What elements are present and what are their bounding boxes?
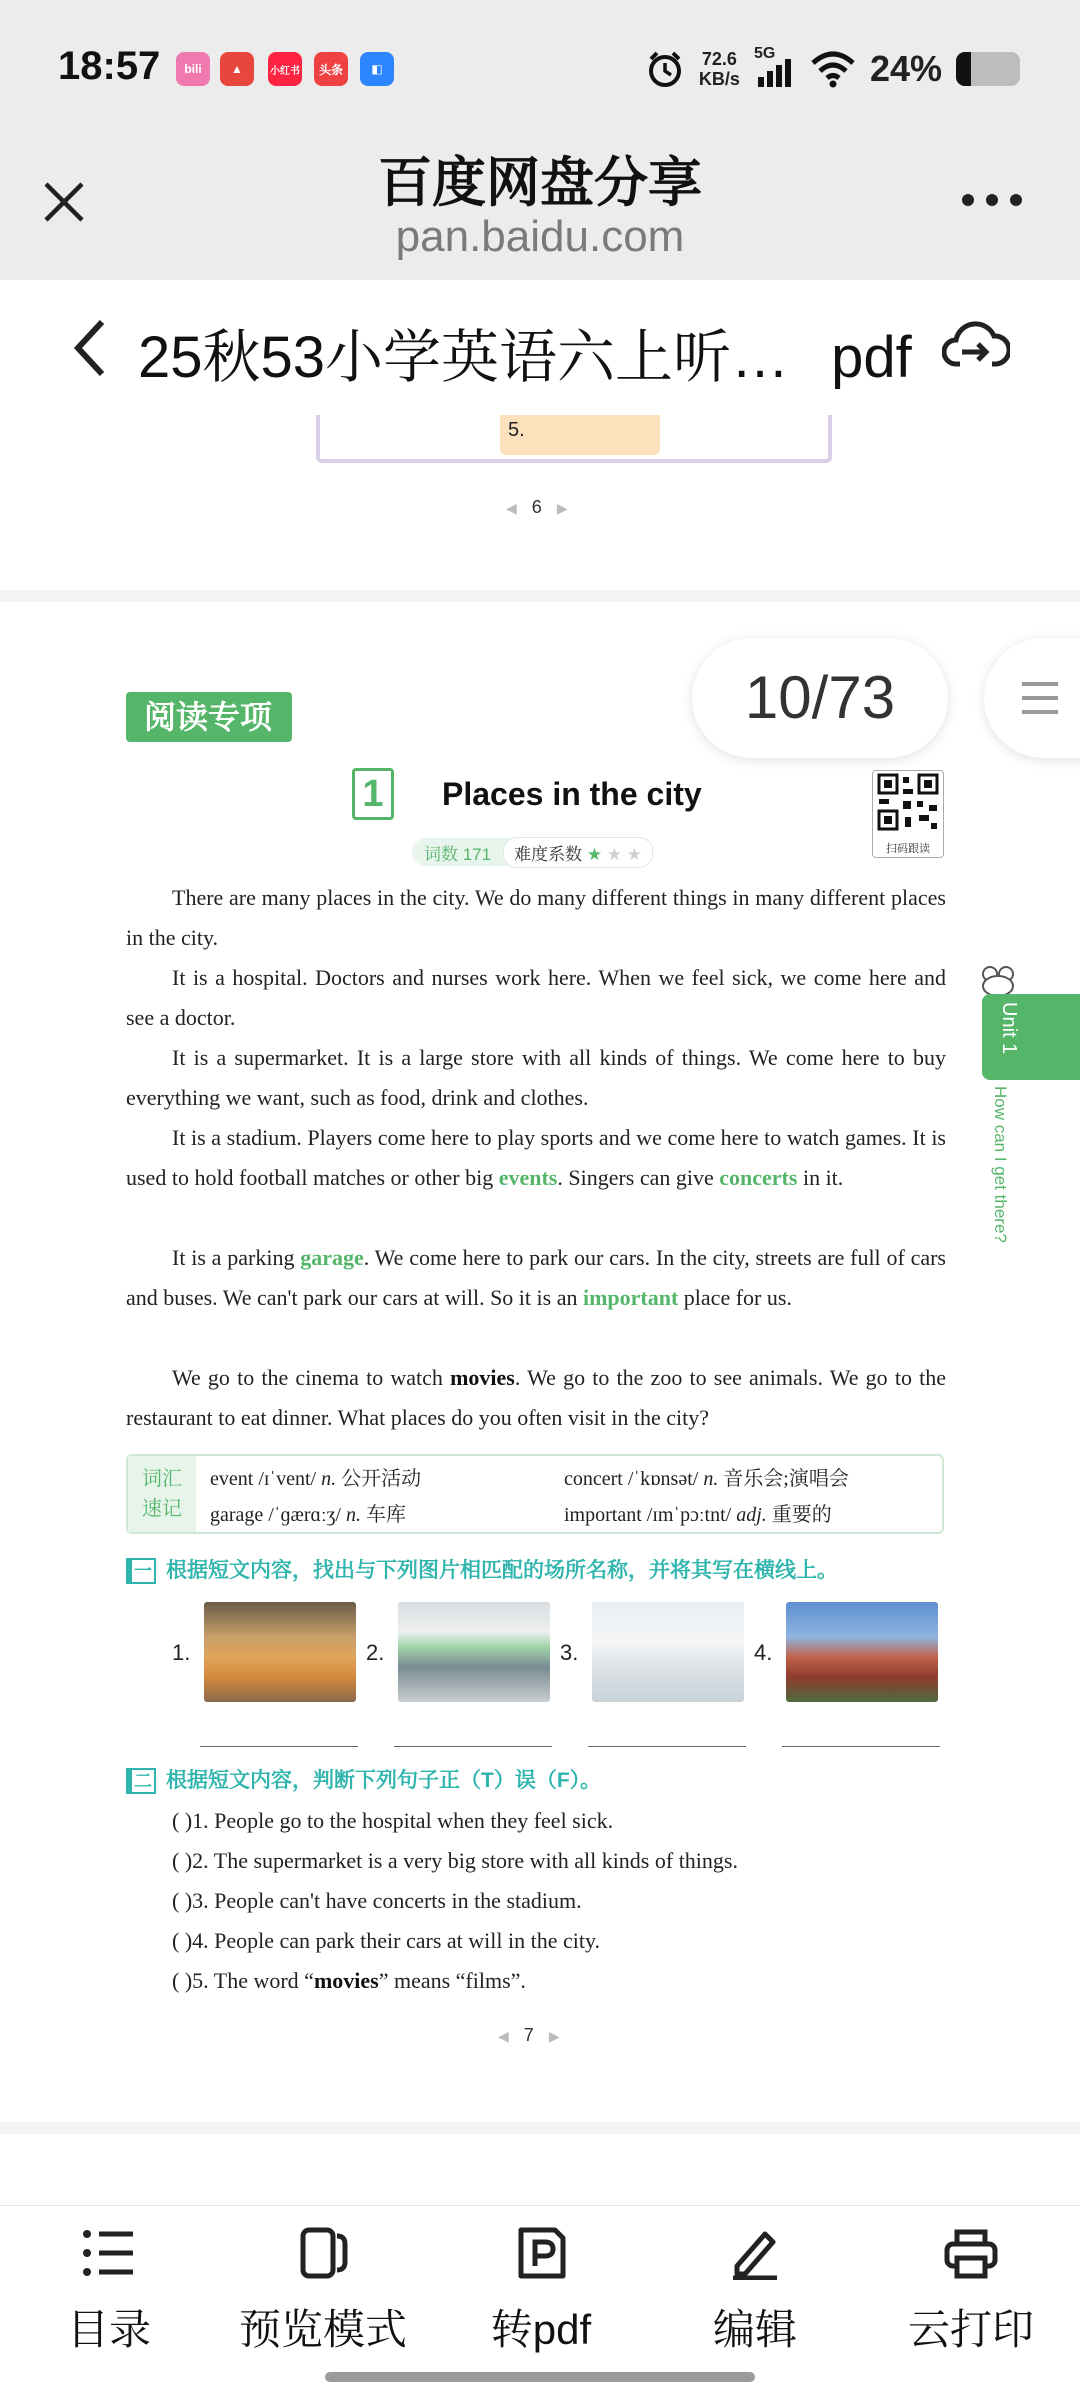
page7-page-number: ◀ 7 ▶ [498,2025,560,2045]
vocab-ipa: /ɪˈvent/ [253,1468,317,1490]
qr-code-icon [873,771,943,835]
document-name: 25秋53小学英语六上听… [138,325,790,390]
paragraph-5-segment-2: garage [300,1245,364,1270]
preview-icon [293,2226,353,2280]
lesson-meta [412,838,653,866]
status-time: 18:57 [58,44,161,88]
square-app-icon: ◧ [360,52,394,86]
battery-percent: 24% [869,48,942,89]
vocab-meaning: 音乐会;演唱会 [718,1468,849,1490]
cloud-save-icon[interactable] [942,316,1010,376]
pdf-page-6 [0,415,1080,590]
answer-line-3[interactable] [588,1746,746,1747]
paragraph-4-segment-1: It is a stadium. Players come here to play sports and we come here to watch games. It is used to hold football matches or other big [126,1125,946,1190]
vocab-meaning: 公开活动 [336,1468,422,1490]
pdf-page-8 [0,2134,1080,2205]
section-1-instruction: 根据短文内容，找出与下列图片相匹配的场所名称，并将其写在横线上。 [166,1559,838,1582]
edit-button[interactable] [670,2226,840,2357]
vocab-entry-garage [210,1498,406,1527]
frog-mascot-icon [980,964,1016,998]
section-2-instruction: 根据短文内容，判断下列句子正（T）误（F）。 [166,1769,602,1792]
cloud-print-button[interactable] [886,2226,1056,2357]
paragraph-5-segment-1: It is a parking [172,1245,301,1270]
triangle-app-icon: ▲ [220,52,254,86]
vocabulary-box [126,1454,944,1534]
question-2 [172,1848,738,1874]
vocab-meaning: 重要的 [766,1504,832,1526]
difficulty-label: 难度系数 [514,844,583,864]
unit-label: Unit 1 [998,1002,1020,1055]
lesson-title: Places in the city [442,776,702,812]
unit-subtitle: How can I get there? [991,1086,1010,1243]
cloud-print-label: 云打印 [907,2306,1034,2353]
vocab-pos: n. [316,1468,337,1490]
stadium-image [786,1602,938,1702]
browser-url: pan.baidu.com [395,212,685,261]
edit-label: 编辑 [712,2306,797,2353]
star-icon: ★ [586,844,603,864]
net-speed-value: 72.6 [701,49,737,69]
printer-icon [941,2226,1001,2280]
section-2-number: 二 [126,1768,156,1794]
page7-number: 7 [523,2025,534,2045]
convert-pdf-label: 转pdf [490,2306,592,2353]
paragraph-4-segment-4: concerts [719,1165,798,1190]
vocab-word: important [564,1504,642,1526]
document-header [0,280,1080,415]
question-2-segment-1: ( )2. The supermarket is a very big store with all kinds of things. [172,1848,738,1873]
xiaohongshu-icon: 小红书 [268,52,302,86]
alarm-icon [645,49,685,89]
vocab-pos: adj. [731,1504,767,1526]
section-1-heading [126,1554,838,1584]
paragraph-3-segment-1: It is a supermarket. It is a large store with all kinds of things. We come here to buy everything we want, such as food, drink and clothes. [126,1045,946,1110]
paragraph-6-segment-1: We go to the cinema to watch [172,1365,451,1390]
document-extension: pdf [831,325,912,390]
section-2-heading [126,1764,601,1794]
question-4-segment-1: ( )4. People can park their cars at will in the city. [172,1928,601,1953]
paragraph-6 [126,1358,946,1438]
difficulty-stars [587,845,642,864]
status-bar [0,0,1080,130]
vocabulary-label-2: 速记 [142,1498,182,1520]
supermarket-image [204,1602,356,1702]
browser-title: 百度网盘分享 [378,153,702,213]
paragraph-1 [126,878,946,958]
back-arrow-icon[interactable] [70,318,110,378]
picture-4-number: 4. [754,1640,773,1665]
bottom-toolbar [0,2205,1080,2400]
answer-line-1[interactable] [200,1746,358,1747]
vocab-entry-event [210,1462,421,1491]
question-5-segment-1: ( )5. The word “ [172,1968,314,1993]
vocab-ipa: /ɪmˈpɔːtnt/ [641,1504,732,1526]
vocab-ipa: /ˈkɒnsət/ [622,1468,699,1490]
menu-lines-icon [1020,680,1060,716]
pen-icon [725,2226,785,2280]
paragraph-6-segment-2: movies [450,1365,515,1390]
paragraph-5-segment-3: . We come here to park our cars. In the city, streets are full of cars and buses. We can't park our cars at will. So it is an [126,1245,946,1310]
picture-2-number: 2. [366,1640,385,1665]
bilibili-icon: bili [176,52,210,86]
signal-label: 5G [753,45,776,62]
word-count: 词数 171 [424,844,492,864]
vocab-entry-important [564,1498,832,1527]
page6-number: 6 [531,497,542,517]
wifi-icon [810,50,856,88]
question-4 [172,1928,600,1954]
paragraph-2-segment-1: It is a hospital. Doctors and nurses work here. When we feel sick, we come here and see a doctor. [126,965,946,1030]
net-speed-unit: KB/s [698,69,740,89]
battery-icon [956,52,1020,86]
browser-bar [0,130,1080,280]
picture-1-number: 1. [172,1640,191,1665]
home-indicator[interactable] [325,2372,755,2382]
section-1-number: 一 [126,1558,156,1584]
paragraph-4-segment-2: events [498,1165,558,1190]
paragraph-4-segment-5: in it. [797,1165,844,1190]
question-5-segment-2: movies [313,1968,379,1993]
toutiao-icon: 头条 [314,52,348,86]
vocab-word: garage [210,1504,264,1526]
pdf-icon [511,2226,571,2280]
page6-page-number: ◀ 6 ▶ [506,497,568,517]
vocab-entry-concert [564,1462,849,1491]
qr-code[interactable] [872,770,944,858]
star-icon: ★ [622,844,643,864]
list-icon [79,2226,139,2280]
difficulty [503,837,653,868]
paragraph-3 [126,1038,946,1118]
paragraph-4-segment-3: . Singers can give [557,1165,720,1190]
paragraph-5-segment-5: place for us. [678,1285,792,1310]
unit-side-tab[interactable] [982,994,1080,1080]
page6-item: 5. [500,415,660,455]
question-5-segment-3: ” means “films”. [378,1968,526,1993]
vocabulary-label-1: 词汇 [142,1468,182,1490]
vocab-pos: n. [698,1468,719,1490]
page-indicator[interactable]: 10/73 [692,638,948,758]
paragraph-5-segment-4: important [582,1285,679,1310]
preview-mode-label: 预览模式 [238,2306,407,2353]
question-5 [172,1968,526,1994]
paragraph-5 [126,1238,946,1318]
question-3 [172,1888,582,1914]
vocab-word: event [210,1468,254,1490]
document-title [138,310,912,394]
question-1 [172,1808,613,1834]
vocab-meaning: 车库 [360,1504,406,1526]
paragraph-2 [126,958,946,1038]
preview-mode-button[interactable] [238,2226,408,2357]
toc-button[interactable] [24,2226,194,2357]
convert-pdf-button[interactable] [456,2226,626,2357]
status-right [645,44,1020,94]
parking-garage-image [398,1602,550,1702]
vocab-ipa: /ˈɡærɑːʒ/ [263,1504,341,1526]
paragraph-6-segment-3: . We go to the zoo to see animals. We go to the restaurant to eat dinner. What places do you often visit in the city? [126,1365,946,1430]
hospital-image [592,1602,744,1702]
more-options-icon[interactable] [960,192,1024,208]
page-list-button[interactable] [984,638,1080,758]
vocab-pos: n. [340,1504,361,1526]
vocabulary-label [128,1456,196,1532]
paragraph-4 [126,1118,946,1198]
qr-caption: 扫码跟读 [886,843,930,855]
picture-3-number: 3. [560,1640,579,1665]
lesson-number: 1 [352,768,394,820]
vocab-word: concert [564,1468,623,1490]
star-icon: ★ [602,844,623,864]
question-3-segment-1: ( )3. People can't have concerts in the stadium. [172,1888,582,1913]
signal-5g-icon [753,45,796,89]
answer-line-4[interactable] [782,1746,940,1747]
reading-section-tag: 阅读专项 [126,692,292,742]
question-1-segment-1: ( )1. People go to the hospital when they feel sick. [172,1808,614,1833]
toc-label: 目录 [66,2306,151,2353]
answer-line-2[interactable] [394,1746,552,1747]
paragraph-1-segment-1: There are many places in the city. We do many different things in many different places in the city. [126,885,946,950]
net-speed [699,49,740,89]
